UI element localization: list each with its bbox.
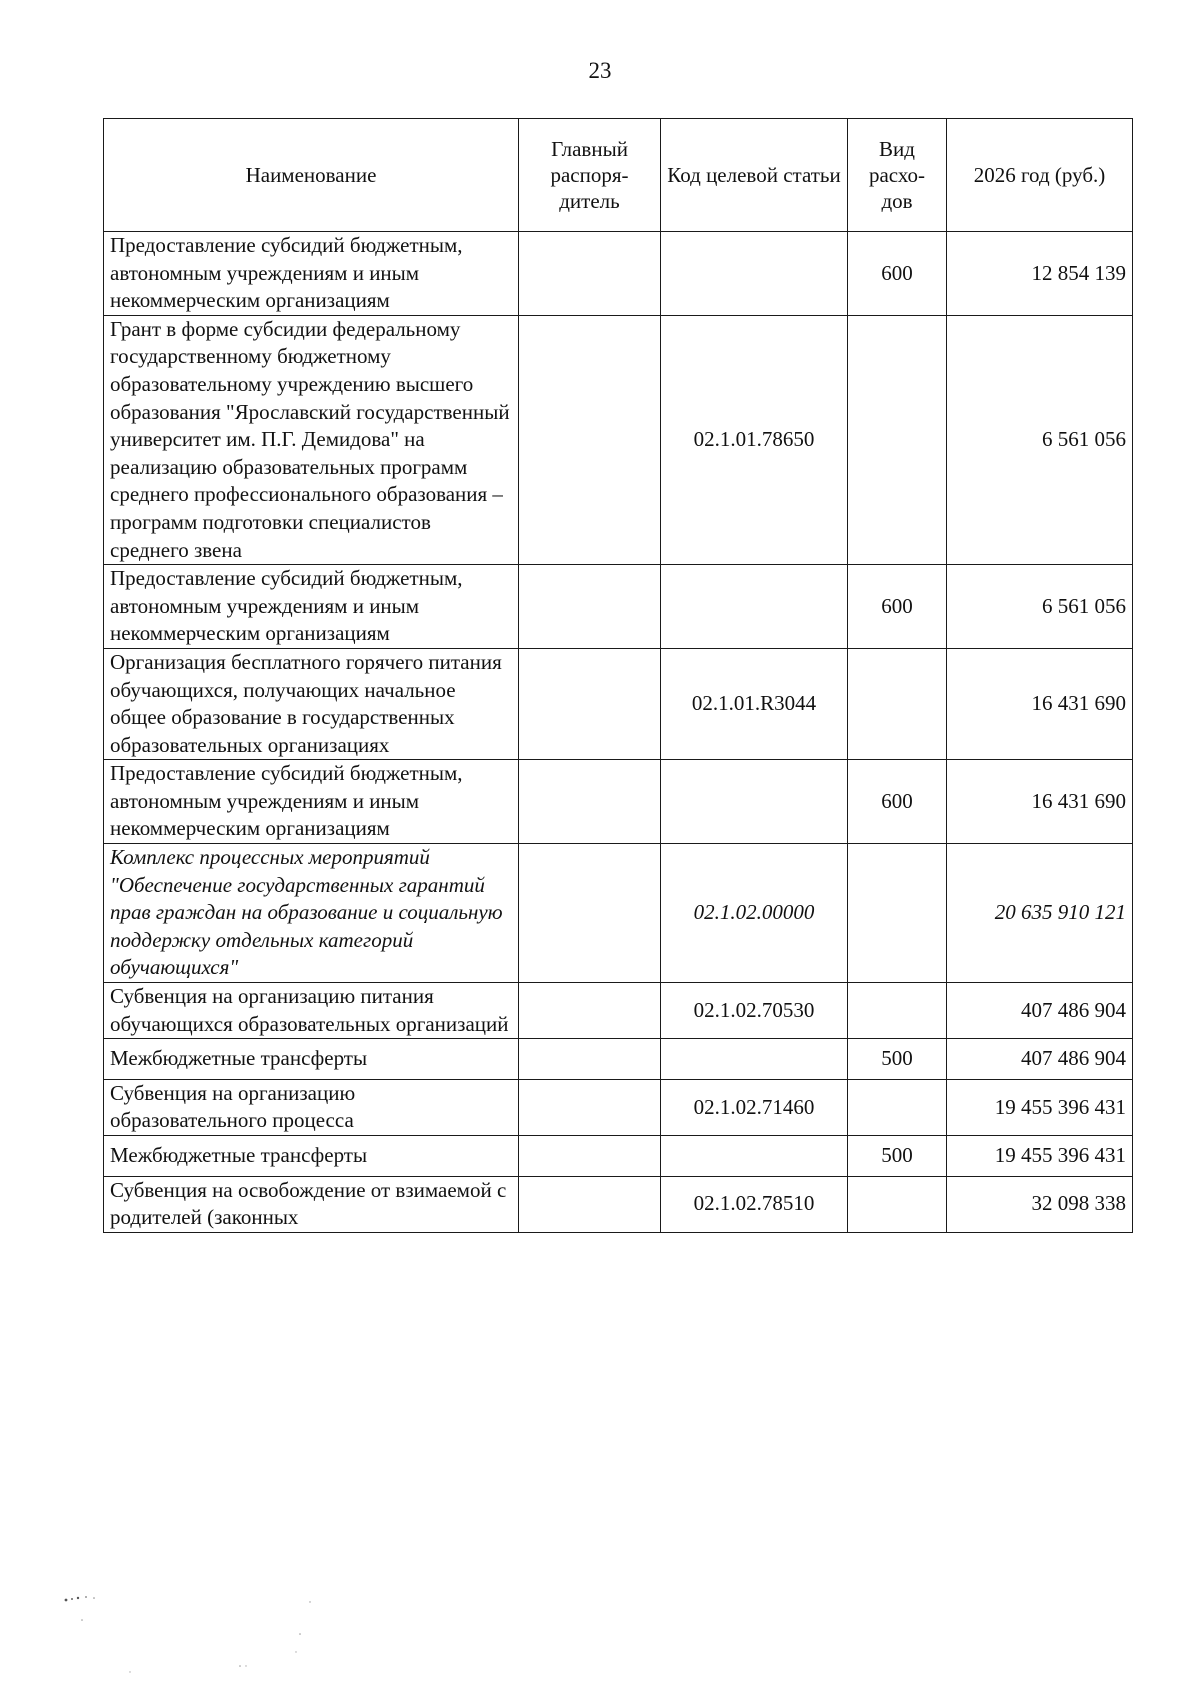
row-code <box>661 232 848 316</box>
row-manager <box>519 983 661 1039</box>
header-row <box>104 119 1133 232</box>
table-row <box>104 983 1133 1039</box>
row-name: Межбюджетные трансферты <box>104 1039 519 1080</box>
table-row <box>104 1136 1133 1177</box>
row-amount: 19 455 396 431 <box>947 1079 1133 1135</box>
row-code: 02.1.01.R3044 <box>661 648 848 759</box>
table-row <box>104 844 1133 983</box>
row-manager <box>519 1176 661 1232</box>
row-name: Комплекс процессных мероприятий "Обеспечение государственных гарантий прав граждан на образование и социальную поддержку отдельных категорий обучающихся" <box>104 844 519 983</box>
row-name: Предоставление субсидий бюджетным, автономным учреждениям и иным некоммерческим организациям <box>104 232 519 316</box>
row-code: 02.1.02.78510 <box>661 1176 848 1232</box>
row-code <box>661 1039 848 1080</box>
row-amount: 407 486 904 <box>947 1039 1133 1080</box>
row-amount: 16 431 690 <box>947 760 1133 844</box>
row-name: Субвенция на организацию питания обучающихся образовательных организаций <box>104 983 519 1039</box>
row-manager <box>519 1039 661 1080</box>
row-manager <box>519 648 661 759</box>
row-name: Организация бесплатного горячего питания обучающихся, получающих начальное общее образование в государственных образовательных организациях <box>104 648 519 759</box>
row-code <box>661 1136 848 1177</box>
table-row <box>104 565 1133 649</box>
row-name: Предоставление субсидий бюджетным, автономным учреждениям и иным некоммерческим организациям <box>104 760 519 844</box>
table-body <box>104 232 1133 1233</box>
table-row <box>104 315 1133 564</box>
row-manager <box>519 1136 661 1177</box>
row-amount: 32 098 338 <box>947 1176 1133 1232</box>
table-row <box>104 1079 1133 1135</box>
row-expense-type: 500 <box>848 1136 947 1177</box>
row-amount: 20 635 910 121 <box>947 844 1133 983</box>
table-row <box>104 760 1133 844</box>
row-code <box>661 760 848 844</box>
row-code <box>661 565 848 649</box>
page-number: 23 <box>588 58 612 83</box>
table-row <box>104 648 1133 759</box>
header-code: Код целевой статьи <box>661 119 848 232</box>
budget-table <box>103 118 1133 1233</box>
row-amount: 19 455 396 431 <box>947 1136 1133 1177</box>
row-expense-type <box>848 983 947 1039</box>
table-row <box>104 232 1133 316</box>
header-name: Наименование <box>104 119 519 232</box>
scan-specks <box>60 1590 360 1680</box>
row-manager <box>519 844 661 983</box>
header-manager: Главный распоря-дитель <box>519 119 661 232</box>
header-expense-type: Вид расхо-дов <box>848 119 947 232</box>
row-name: Межбюджетные трансферты <box>104 1136 519 1177</box>
row-code: 02.1.02.70530 <box>661 983 848 1039</box>
row-expense-type <box>848 844 947 983</box>
table-row <box>104 1039 1133 1080</box>
row-code: 02.1.01.78650 <box>661 315 848 564</box>
row-amount: 6 561 056 <box>947 565 1133 649</box>
row-expense-type: 600 <box>848 760 947 844</box>
header-amount: 2026 год (руб.) <box>947 119 1133 232</box>
row-amount: 6 561 056 <box>947 315 1133 564</box>
row-manager <box>519 565 661 649</box>
row-expense-type: 600 <box>848 565 947 649</box>
row-expense-type <box>848 1176 947 1232</box>
table-row <box>104 1176 1133 1232</box>
row-amount: 407 486 904 <box>947 983 1133 1039</box>
row-expense-type <box>848 648 947 759</box>
row-expense-type <box>848 315 947 564</box>
row-name: Субвенция на организацию образовательного процесса <box>104 1079 519 1135</box>
row-manager <box>519 1079 661 1135</box>
row-name: Предоставление субсидий бюджетным, автономным учреждениям и иным некоммерческим организациям <box>104 565 519 649</box>
row-code: 02.1.02.71460 <box>661 1079 848 1135</box>
row-expense-type: 500 <box>848 1039 947 1080</box>
row-expense-type: 600 <box>848 232 947 316</box>
table-header <box>104 119 1133 232</box>
row-name: Грант в форме субсидии федеральному государственному бюджетному образовательному учреждению высшего образования "Ярославский государственный университет им. П.Г. Демидова" на реализацию образовательных программ среднего профессионального образования – программ подготовки специалистов среднего звена <box>104 315 519 564</box>
row-manager <box>519 315 661 564</box>
row-expense-type <box>848 1079 947 1135</box>
row-amount: 16 431 690 <box>947 648 1133 759</box>
row-manager <box>519 232 661 316</box>
row-amount: 12 854 139 <box>947 232 1133 316</box>
row-manager <box>519 760 661 844</box>
row-code: 02.1.02.00000 <box>661 844 848 983</box>
row-name: Субвенция на освобождение от взимаемой с родителей (законных <box>104 1176 519 1232</box>
